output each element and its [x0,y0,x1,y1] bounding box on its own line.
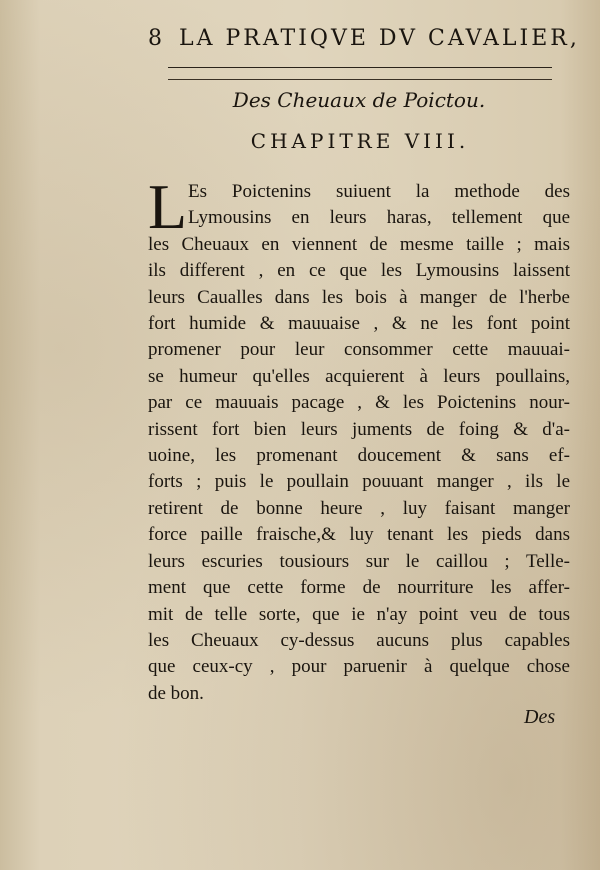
text-line: forts ; puis le poullain pouuant manger , ils le [148,471,570,493]
chapter-heading: CHAPITRE VIII. [250,129,470,153]
catchword: Des [524,706,556,728]
text-line: promener pour leur consommer cette mauuai- [148,339,570,361]
text-line: ment que cette forme de nourriture les affer- [148,577,570,599]
text-line: que ceux-cy , pour paruenir à quelque chose [148,656,570,678]
header-rule [168,67,552,68]
text-line: ils different , en ce que les Lymousins laissent [148,260,570,282]
page-number: 8 [148,26,165,51]
running-head [148,26,580,51]
text-line: Lymousins en leurs haras, tellement que [188,207,570,229]
section-title: Des Cheuaux de Poictou. [232,88,486,112]
text-line: fort humide & mauuaise , & ne les font point [148,313,570,335]
running-title: LA PRATIQVE DV CAVALIER, [179,26,580,51]
text-line: mit de telle sorte, que ie n'ay point veu de tous [148,603,570,625]
text-line: force paille fraische,& luy tenant les pieds dans [148,524,570,546]
text-line: Es Poictenins suiuent la methode des [188,181,570,202]
text-line: uoine, les promenant doucement & sans ef- [148,445,570,467]
text-line: se humeur qu'elles acquierent à leurs poullains, [148,365,570,387]
text-line: rissent fort bien leurs juments de foing & d'a- [148,418,570,440]
text-line: les Cheuaux cy-dessus aucuns plus capables [148,629,570,651]
body-text [148,171,570,707]
header-rule-lower [168,79,552,80]
text-line: les Cheuaux en viennent de mesme taille ; mais [148,233,570,255]
text-line: par ce mauuais pacage , & les Poictenins nour- [148,392,570,414]
text-line: retirent de bonne heure , luy faisant manger [148,497,570,519]
text-line: leurs Caualles dans les bois à manger de l'herbe [148,286,570,308]
drop-cap: L [148,171,188,242]
text-line: leurs escuries tousiours sur le caillou ; Telle- [148,550,570,572]
text-line: de bon. [148,682,204,704]
